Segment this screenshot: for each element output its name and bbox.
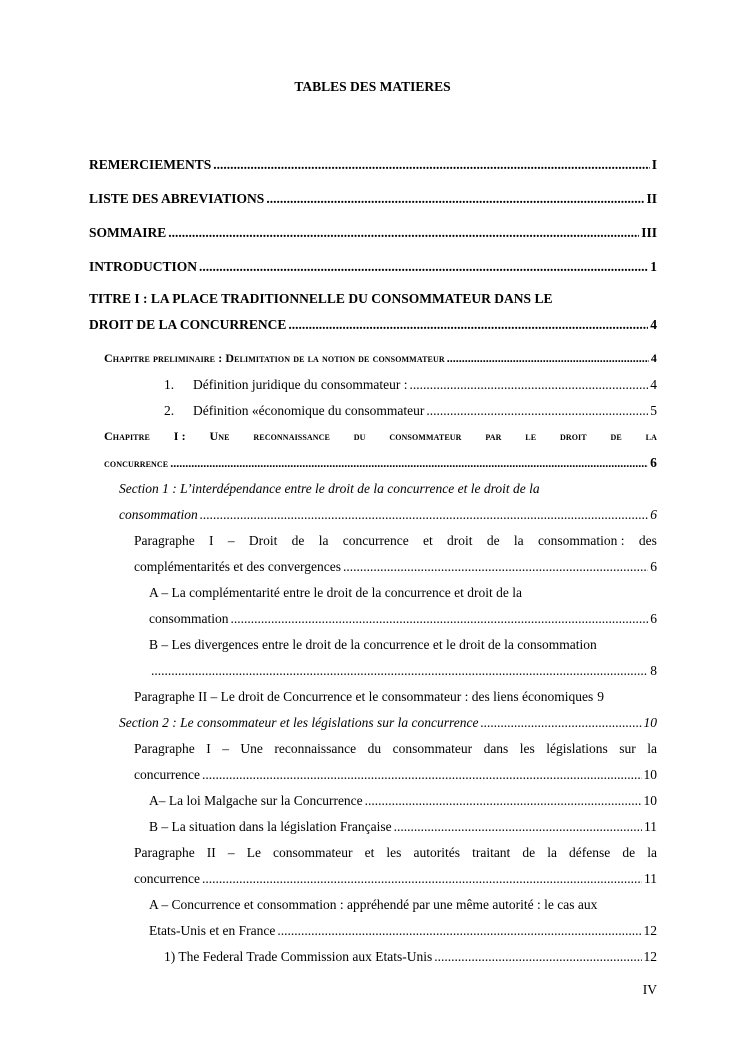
toc-page-number: I [651, 157, 657, 172]
toc-page-number: 4 [650, 377, 657, 392]
toc-page-number: 6 [650, 559, 657, 574]
word: la [318, 533, 329, 548]
toc-entry [164, 948, 657, 965]
word: de [622, 845, 636, 860]
toc-page-number: 4 [650, 317, 657, 332]
word: dans [483, 741, 509, 756]
toc-page-number: 4 [650, 351, 657, 365]
word: – [227, 845, 235, 860]
toc-entry [104, 428, 657, 445]
word: droit [559, 429, 587, 443]
word: I [206, 741, 211, 756]
toc-page-number: 1 [650, 259, 657, 274]
toc-entry [104, 350, 657, 367]
word: de [486, 533, 500, 548]
toc-entry [134, 688, 657, 705]
toc-entry [119, 480, 657, 497]
toc-page-number: 6 [650, 455, 657, 470]
word: consommation : [537, 533, 625, 548]
toc-entry [89, 190, 657, 207]
word: Paragraphe [134, 533, 195, 548]
word: autorités [413, 845, 460, 860]
word: – [222, 741, 229, 756]
word: Chapitre [104, 429, 150, 443]
toc-entry [149, 584, 657, 601]
toc-page-number: 12 [643, 949, 657, 964]
toc-entry [134, 532, 657, 549]
word: concurrence [342, 533, 409, 548]
toc-entry [164, 376, 657, 393]
word: la [513, 533, 524, 548]
toc-entry [89, 156, 657, 173]
word: – [227, 533, 235, 548]
toc-page-number: III [641, 225, 657, 240]
word: les [519, 741, 535, 756]
word: du [353, 429, 366, 443]
word: et [364, 845, 375, 860]
toc-entry [89, 258, 657, 275]
toc-entry [149, 610, 657, 627]
word: le [525, 429, 537, 443]
word: par [485, 429, 502, 443]
toc-entry [149, 636, 657, 653]
word: les [386, 845, 402, 860]
toc-page-number: 5 [650, 403, 657, 418]
word: et [423, 533, 433, 548]
word: traitant [472, 845, 511, 860]
toc-page-number: 11 [644, 871, 657, 886]
toc-page-number: 6 [650, 507, 657, 522]
toc-entry-text: Section 2 : Le consommateur et les législations sur la concurrence [119, 715, 479, 730]
toc-entry-text: concurrence [134, 767, 200, 782]
toc-entry-text: REMERCIEMENTS [89, 157, 212, 172]
toc-entry [119, 506, 657, 523]
word: Une [209, 429, 230, 443]
toc-entry-line1 [104, 428, 657, 445]
word: I [209, 533, 214, 548]
page-number: IV [642, 982, 657, 997]
word: consommateur [392, 741, 473, 756]
word: sur [619, 741, 636, 756]
toc-entry [134, 740, 657, 757]
toc-entry-text: consommation [119, 507, 198, 522]
word: II [206, 845, 216, 860]
toc-entry [89, 316, 657, 333]
toc-entry-number: 2. [164, 403, 175, 418]
toc-entry [89, 224, 657, 241]
toc-entry-number: 1. [164, 377, 175, 392]
word: la [645, 429, 657, 443]
word: du [367, 741, 382, 756]
toc-page-number: 11 [644, 819, 657, 834]
toc-entry-line1: B – Les divergences entre le droit de la concurrence et le droit de la consommation [149, 637, 597, 652]
word: de [291, 533, 305, 548]
toc-entry [149, 818, 657, 835]
toc-entry-text: Définition «économique du consommateur [193, 403, 425, 418]
word: défense [569, 845, 611, 860]
word: Droit [248, 533, 278, 548]
toc-entry-text: complémentarités et des convergences [134, 559, 342, 574]
toc-entry [104, 454, 657, 472]
word: Une [240, 741, 263, 756]
word: législations [546, 741, 608, 756]
toc-page-number: 12 [643, 923, 657, 938]
toc-page-number: 10 [643, 793, 657, 808]
toc-entry [89, 290, 657, 307]
toc-page-number: 9 [597, 689, 604, 704]
toc-entry-line1 [134, 532, 657, 549]
toc-entry-text: INTRODUCTION [89, 259, 198, 274]
toc-entry-text: LISTE DES ABREVIATIONS [89, 191, 265, 206]
word: reconnaissance [253, 429, 330, 443]
toc-entry-text: A– La loi Malgache sur la Concurrence [149, 793, 363, 808]
toc-entry-text: concurrence [134, 871, 200, 886]
toc-entry [134, 844, 657, 861]
word: la [647, 741, 657, 756]
toc-entry-line1: TITRE I : LA PLACE TRADITIONNELLE DU CONSOMMATEUR DANS LE [89, 291, 553, 306]
toc-entry-text: concurrence [104, 456, 169, 470]
toc-page-number: 10 [643, 767, 657, 782]
toc-entry-text: Etats-Unis et en France [149, 923, 276, 938]
toc-entry-text: SOMMAIRE [89, 225, 167, 240]
toc-entry [134, 766, 657, 783]
toc-entry [134, 558, 657, 575]
word: droit [447, 533, 473, 548]
toc-page-number: 10 [643, 715, 657, 730]
toc-entry-line1: A – La complémentarité entre le droit de la concurrence et droit de la [149, 585, 522, 600]
toc-entry [164, 402, 657, 419]
word: Paragraphe [134, 845, 195, 860]
toc-entry [149, 922, 657, 939]
toc-entry [134, 870, 657, 887]
word: Le [246, 845, 261, 860]
toc-entry [149, 896, 657, 913]
toc-entry-line1: A – Concurrence et consommation : appréhendé par une même autorité : le cas aux [149, 897, 598, 912]
toc-entry [149, 792, 657, 809]
word: I : [173, 429, 186, 443]
toc-entry-text: 1) The Federal Trade Commission aux Etats-Unis [164, 949, 433, 964]
word: la [647, 845, 657, 860]
toc-page-number: 6 [650, 611, 657, 626]
toc-entry-text: Définition juridique du consommateur : [193, 377, 408, 392]
toc-title: TABLES DES MATIERES [294, 79, 451, 94]
toc-entry [149, 662, 657, 679]
word: des [638, 533, 657, 548]
toc-entry-text: consommation [149, 611, 229, 626]
word: consommateur [389, 429, 462, 443]
word: la [547, 845, 557, 860]
word: consommateur [273, 845, 353, 860]
toc-entry-text: B – La situation dans la législation Française [149, 819, 392, 834]
toc-entry-text: DROIT DE LA CONCURRENCE [89, 317, 287, 332]
word: de [522, 845, 536, 860]
toc-entry-line1 [134, 740, 657, 757]
toc-entry-text: Paragraphe II – Le droit de Concurrence et le consommateur : des liens économiques [134, 689, 594, 704]
toc-entry [119, 714, 657, 731]
toc-entry-line1: Section 1 : L’interdépendance entre le droit de la concurrence et le droit de la [119, 481, 540, 496]
word: reconnaissance [274, 741, 357, 756]
toc-entry-text: Chapitre preliminaire : Delimitation de la notion de consommateur [104, 351, 445, 365]
word: Paragraphe [134, 741, 195, 756]
toc-page-number: II [646, 191, 657, 206]
toc-page-number: 8 [650, 663, 657, 678]
word: de [610, 429, 622, 443]
toc-entry-line1 [134, 844, 657, 861]
